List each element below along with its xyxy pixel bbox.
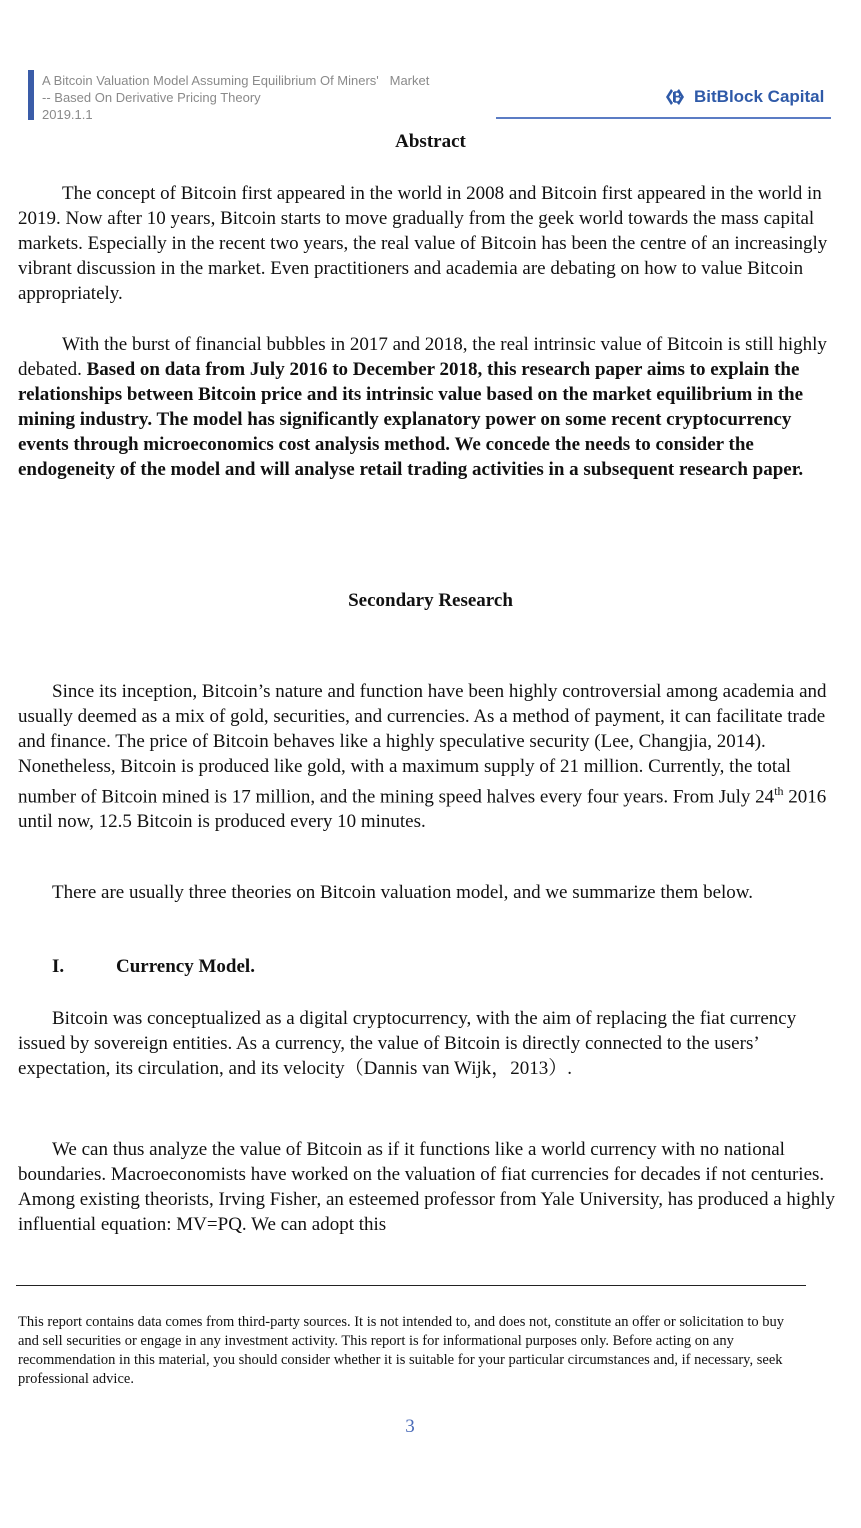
abstract-paragraph-2 (18, 332, 840, 482)
header-title-line1: A Bitcoin Valuation Model Assuming Equilibrium Of Miners' Market (42, 73, 430, 88)
secondary-paragraph-3: Bitcoin was conceptualized as a digital cryptocurrency, with the aim of replacing the fiat currency issued by sovereign entities. As a currency, the value of Bitcoin is directly connected to the users’ expectation, its circulation, and its velocity（Dannis van Wijk，2013）. (18, 1008, 797, 1079)
abstract-heading: Abstract (395, 131, 466, 152)
abstract-paragraph-2-text: With the burst of financial bubbles in 2017 and 2018, the real intrinsic value of Bitcoin is still highly debated. (18, 334, 827, 380)
section-title: Currency Model. (116, 956, 255, 977)
header-title-line2: -- Based On Derivative Pricing Theory (42, 90, 261, 105)
header-rule (496, 117, 831, 119)
logo-name: BitBlock Capital (694, 87, 825, 106)
footer-rule (16, 1285, 806, 1286)
abstract-paragraph-1: The concept of Bitcoin first appeared in the world in 2008 and Bitcoin first appeared in the world in 2019. Now after 10 years, Bitcoin starts to move gradually from the geek world towards the mass capital markets. Especially in the recent two years, the real value of Bitcoin has been the centre of an increasingly vibrant discussion in the market. Even practitioners and academia are debating on how to value Bitcoin appropriately. (18, 183, 828, 304)
secondary-paragraph-2: There are usually three theories on Bitcoin valuation model, and we summarize them below. (52, 882, 754, 903)
header-accent-bar (28, 70, 34, 120)
section-heading-currency-model (52, 956, 255, 978)
secondary-research-heading: Secondary Research (348, 590, 513, 611)
page-number: 3 (405, 1416, 415, 1437)
secondary-paragraph-1 (18, 679, 840, 834)
secondary-paragraph-1-part-b: 2016 until now, 12.5 Bitcoin is produced every 10 minutes. (18, 786, 827, 833)
header-date: 2019.1.1 (42, 107, 93, 122)
section-number: I. (52, 956, 65, 977)
bitblock-logo-icon (664, 86, 686, 108)
secondary-paragraph-4: We can thus analyze the value of Bitcoin as if it functions like a world currency with no national boundaries. Macroeconomists have worked on the valuation of fiat currencies for decades if not centuries. Among existing theorists, Irving Fisher, an esteemed professor from Yale University, has produced a highly influential equation: MV=PQ. We can adopt this (18, 1139, 835, 1235)
disclaimer-text: This report contains data comes from third-party sources. It is not intended to, and does not, constitute an offer or solicitation to buy and sell securities or engage in any investment activity. This report is for informational purposes only. Before acting on any recommendation in this material, you should consider whether it is suitable for your particular circumstances and, if necessary, seek professional advice. (18, 1314, 785, 1387)
ordinal-suffix: th (774, 784, 784, 798)
secondary-paragraph-1-part-a: Since its inception, Bitcoin’s nature and function have been highly controversial among academia and usually deemed as a mix of gold, securities, and currencies. As a method of payment, it can facilitate trade and finance. The price of Bitcoin behaves like a highly speculative security (Lee, Changjia, 2014). Nonetheless, Bitcoin is produced like gold, with a maximum supply of 21 million. Currently, the total number of Bitcoin mined is 17 million, and the mining speed halves every four years. From July 24 (18, 681, 827, 808)
running-header (42, 72, 429, 123)
abstract-paragraph-2-bold: Based on data from July 2016 to December 2018, this research paper aims to explain the relationships between Bitcoin price and its intrinsic value based on the market equilibrium in the mining industry. The model has significantly explanatory power on some recent cryptocurrency events through microeconomics cost analysis method. We concede the needs to consider the endogeneity of the model and will analyse retail trading activities in a subsequent research paper. (18, 359, 804, 480)
company-logo (664, 86, 824, 108)
